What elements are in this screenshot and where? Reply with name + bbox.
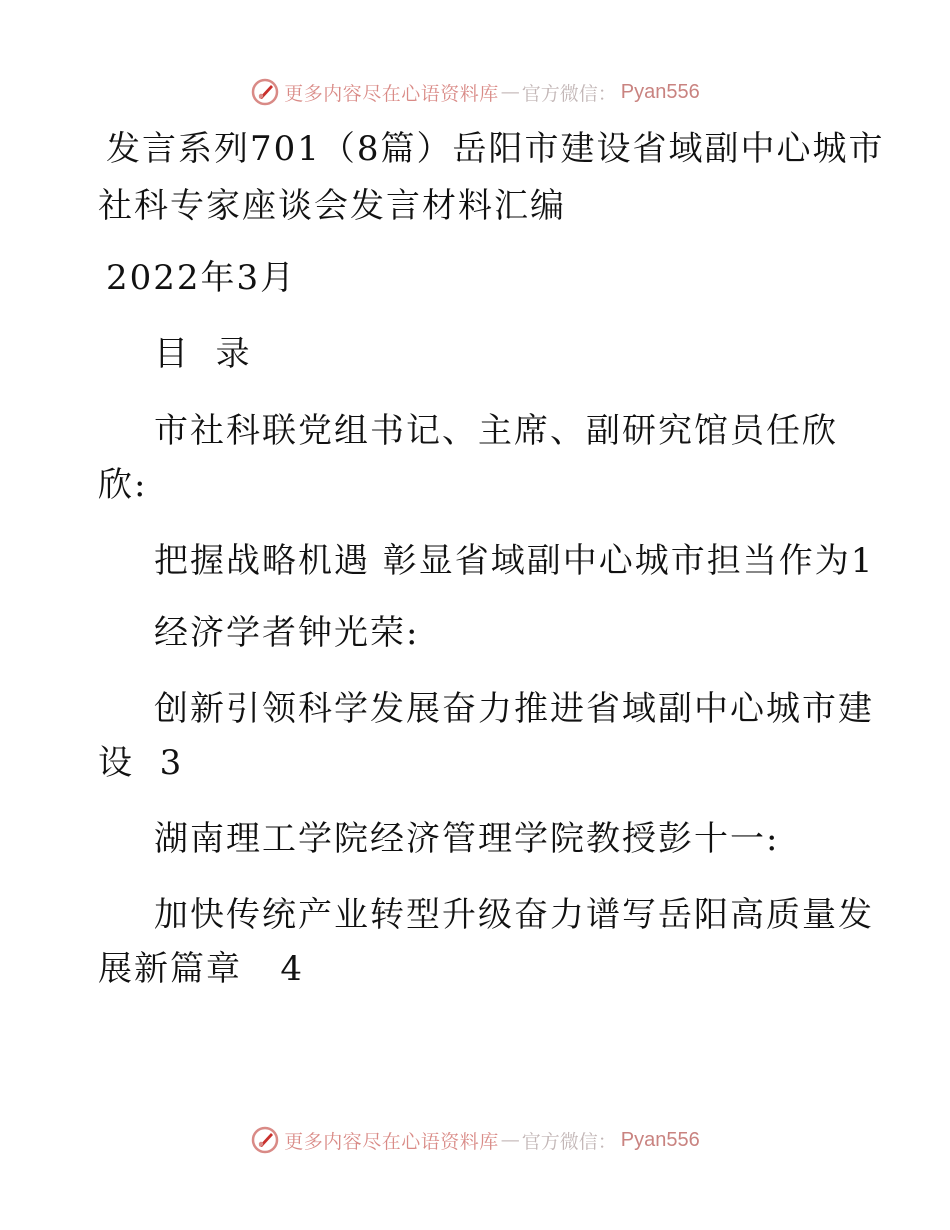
document-body (98, 122, 885, 996)
toc-entry-1-title: 把握战略机遇 彰显省域副中心城市担当作为1 (154, 541, 875, 581)
toc-entry-2-title: 创新引领科学发展奋力推进省域副中心城市建 (154, 689, 874, 729)
quill-circle-logo-icon (250, 1125, 280, 1155)
doc-title-line1: 发言系列701（8篇）岳阳市建设省域副中心城市 (106, 129, 885, 169)
banner-separator: — (500, 1129, 520, 1151)
header-banner (0, 72, 950, 112)
toc-entry-3-title: 加快传统产业转型升级奋力谱写岳阳高质量发 (154, 895, 874, 935)
footer-banner (0, 1120, 950, 1160)
banner-site-text: 更多内容尽在心语资料库 (284, 1130, 499, 1153)
quill-circle-logo-icon (250, 77, 280, 107)
banner-separator: — (500, 81, 520, 103)
banner-wechat-label: 官方微信： (521, 1130, 617, 1153)
toc-entry-3-speaker: 湖南理工学院经济管理学院教授彭十一: (154, 819, 780, 859)
doc-title-line2: 社科专家座谈会发言材料汇编 (98, 186, 566, 226)
doc-date: 2022年3月 (106, 258, 297, 298)
toc-entry-2-speaker: 经济学者钟光荣: (154, 613, 420, 653)
toc-entry-1-speaker-cont: 欣: (98, 465, 148, 505)
toc-entry-1-speaker: 市社科联党组书记、主席、副研究馆员任欣 (154, 411, 838, 451)
banner-site-text: 更多内容尽在心语资料库 (284, 82, 499, 105)
banner-wechat-id: Pyan556 (620, 80, 700, 103)
banner-wechat-id: Pyan556 (620, 1128, 700, 1151)
toc-entry-2-title-cont: 设 3 (98, 743, 184, 783)
toc-entry-3-title-cont: 展新篇章 4 (98, 949, 305, 989)
banner-wechat-label: 官方微信： (521, 82, 617, 105)
toc-heading: 目 录 (154, 334, 252, 374)
